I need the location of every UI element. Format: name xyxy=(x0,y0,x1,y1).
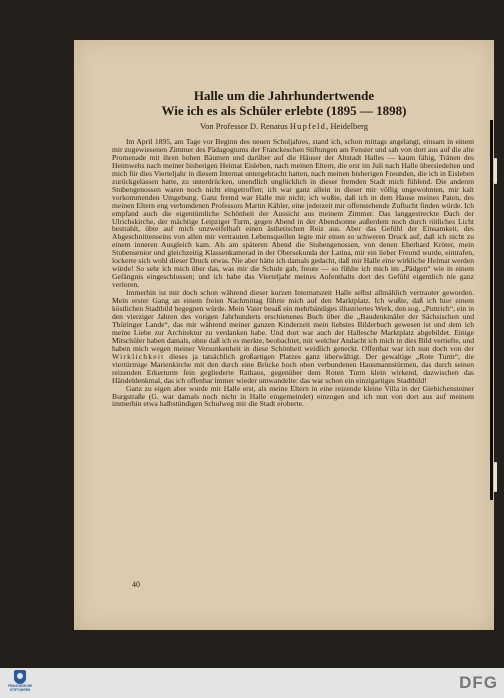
logo-emblem xyxy=(14,670,26,684)
paragraph-3: Ganz zu eigen aber wurde mir Halle erst, als meine Eltern in eine reizende kleine Villa in der Giebichensteiner Burgstraße (G. war damals noch nicht in Halle eingemeindet) einzogen und ich nun von dort aus auf meinem immerhin etwa halbstündigen Schulweg mir die Stadt eroberte. xyxy=(112,383,474,409)
logo-text: FRANCKESCHE STIFTUNGEN xyxy=(7,684,33,692)
paragraph-2-rest: dieses ja tatsächlich großartigen Platzes ganz überwältigt. Der gewaltige „Rote Turm“, die viertürmige Marienkirche mit den durch eine Brücke hoch oben verbundenen Hausmannstürmen, das durch seinen reizenden Erkerturm fein gegliederte Rathaus, gegenüber dem Roten Turm klein wirkend, dazwischen das Händeldenkmal, das ich offenbar immer wieder umwandelte: das war schon ein einzigartiges Stadtbild! xyxy=(112,351,474,385)
author-byline xyxy=(74,121,494,131)
document-page xyxy=(74,40,494,630)
paragraph-2-text: Immerhin ist mir doch schon während dieser kurzen Internatszeit Halle selbst allmählich vertrauter geworden. Mein erster Gang an einem freien Nachmittag führte mich auf den Marktplatz. Ich wußte, daß ich hier einem köstlichen Stadtbild begegnen würde. Mein Vater besaß ein mehrbändiges illustriertes Werk, den sog. „Puttrich“, ein in den vierziger Jahren des vorigen Jahrhunderts erschienenes Buch über die „Baudenkmäler der Sächsischen und Thüringer Lande“, das mir während meiner ganzen Kinderzeit mein liebstes Bilderbuch gewesen ist und dem ich meine Liebe zur Architektur zu verdanken habe. Und dort war auch der Hallesche Marktplatz abgebildet. Einige Mitschüler haben damals, ohne daß ich es merkte, beobachtet, mit welcher Andacht ich mich in dies Bild vertiefte, und haben mich wegen meiner Versunkenheit in diese Schönheit weidlich geneckt. Offenbar war ich nun doch von der xyxy=(112,288,474,353)
article-body xyxy=(112,138,474,616)
paragraph-2-emphasis: Wirklichkeit xyxy=(112,351,165,361)
paragraph-2 xyxy=(112,289,474,384)
byline-prefix: Von Professor D. Renatus xyxy=(200,121,290,131)
paper-clip-mark xyxy=(494,158,497,184)
article-subtitle: Wie ich es als Schüler erlebte (1895 — 1898) xyxy=(161,103,407,118)
paper-clip-mark-lower xyxy=(494,462,497,492)
viewer-footer xyxy=(0,668,504,698)
dfg-logo[interactable]: DFG xyxy=(459,673,498,692)
article-title: Halle um die Jahrhundertwende xyxy=(193,88,375,103)
author-name: Hupfeld xyxy=(289,121,327,131)
byline-suffix: , Heidelberg xyxy=(326,121,368,131)
paragraph-1: Im April 1895, am Tage vor Beginn des neuen Schuljahres, stand ich, schon mittags angelangt, einsam in einem mir zugewiesenen Zimmer des Pädagogiums der Franckeschen Stiftungen am Fenster und sah von dort aus auf die alte Promenade mit ihren hohen Bäumen und darüber auf die Häuser der Altstadt Halles — kaum fähig, Tränen des Heimwehs nach meiner bisherigen Heimat Eisleben, nach meinen Eltern, die erst im Juli nach Halle übersiedelten und mich für dies Vierteljahr in diesem Internat untergebracht hatten, nach meinen bisherigen Freunden, die ich in Eisleben zurückgelassen hatte, zu unterdrücken, unendlich unglücklich in dieser fremden Stadt mich fühlend. Die anderen Stubengenossen waren noch nicht eingetroffen; ich war ganz allein in dieser mir völlig ungewohnten, mir kalt vorkommenden Umgebung. Ganz fremd war Halle mir nicht; ich wußte, daß ich in dem Hause meines Paten, des meinen Eltern eng verbundenen Professors Martin Kähler, eine jederzeit mir offenstehende Zuflucht finden würde. Ich empfand auch die eigentümliche Schönheit der Aussicht aus meinem Zimmer. Das langgestreckte Dach der Ulrichskirche, der mächtige Leipziger Turm, gegen Abend in der Abendsonne außerdem noch durch rötliches Licht bestrahlt, übte auf mich unzweifelhaft einen ästhetischen Reiz aus. Aber das Gefühl der Einsamkeit, des Abgeschnittenseins von allen mir vertrauten Lebensquellen legte mir einen so schweren Druck auf, daß ich nicht zu einem inneren Ausgleich kam. Als am späteren Abend die Stubengenossen, von denen Eberhard Kröter, mein Stubensenior und gleichzeitig Klassenkamerad in der Obersekunda der Latina, mir ein lieber Freund wurde, eintrafen, lockerte sich wohl dieser Druck etwas. Nie aber hätte ich damals gedacht, daß mir Halle eine wirkliche Heimat werden würde! So sehr ich mich über das, was mir die Schule gab, freute — so fühlte ich mich im „Pädgen“ wie in einem Gefängnis eingeschlossen; und ich habe das Vierteljahr meines Aufenthalts dort des Gefühl eigentlich nie ganz verloren. xyxy=(112,138,474,290)
francke-logo-icon[interactable] xyxy=(6,670,34,696)
page-edge-shadow xyxy=(490,120,493,500)
page-number: 40 xyxy=(132,580,140,589)
